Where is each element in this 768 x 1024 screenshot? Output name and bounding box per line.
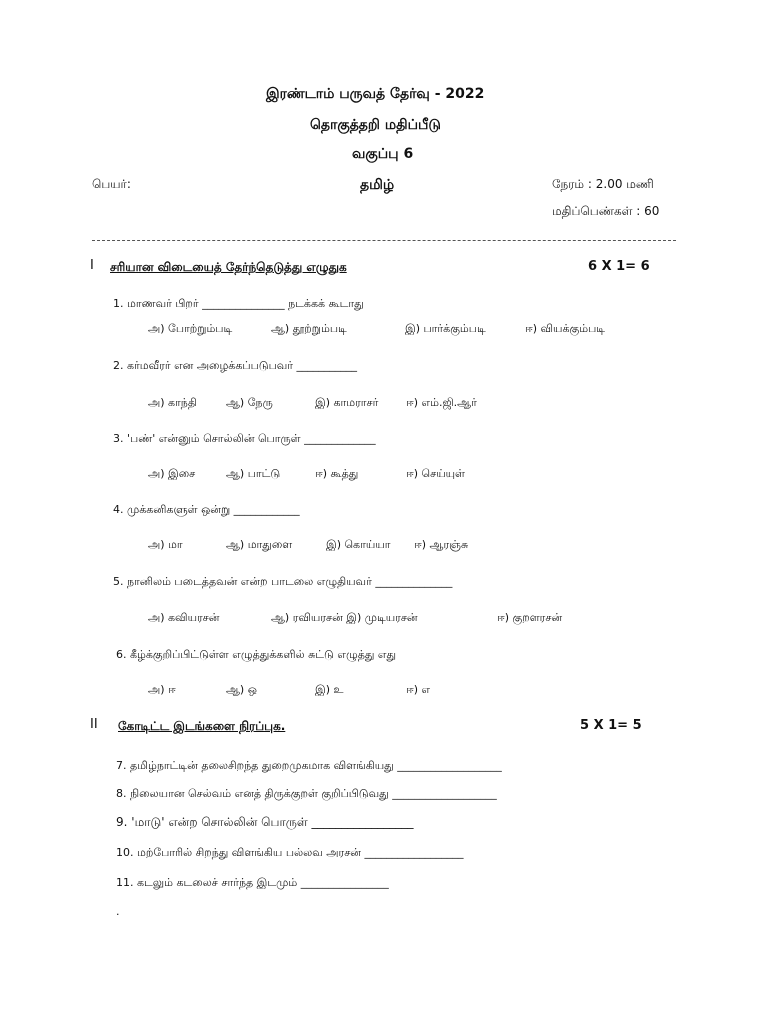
q2-option-b: ஆ) நேரு xyxy=(226,396,273,409)
q5-option-a: அ) கவியரசன் xyxy=(148,611,220,624)
question-6: 6. கீழ்க்குறிப்பிட்டுள்ள எழுத்துக்களில் சுட்டு எழுத்து எது xyxy=(116,648,397,661)
section1-title: சரியான விடையைத் தேர்ந்தெடுத்து எழுதுக xyxy=(110,260,347,274)
q4-option-a: அ) மா xyxy=(148,538,183,551)
question-7: 7. தமிழ்நாட்டின் தலைசிறந்த துறைமுகமாக விளங்கியது ___________________ xyxy=(116,759,502,772)
question-1: 1. மாணவர் பிறர் _______________ நடக்கக் கூடாது xyxy=(113,297,364,310)
q3-option-b: ஆ) பாட்டு xyxy=(226,467,281,480)
q2-option-d: ஈ) எம்.ஜி.ஆர் xyxy=(406,396,477,409)
q4-option-b: ஆ) மாதுளை xyxy=(226,538,293,551)
section1-score: 6 X 1= 6 xyxy=(588,259,650,274)
q1-option-b: ஆ) தூற்றும்படி xyxy=(271,322,347,335)
question-8: 8. நிலையான செல்வம் எனத் திருக்குறள் குறிப்பிடுவது ___________________ xyxy=(116,787,497,800)
marks-label: மதிப்பெண்கள் : 60 xyxy=(552,204,660,218)
exam-title: இரண்டாம் பருவத் தேர்வு - 2022 xyxy=(266,86,485,102)
q2-option-c: இ) காமராசர் xyxy=(315,396,379,409)
q6-option-b: ஆ) ஒ xyxy=(226,683,257,696)
question-9: 9. 'மாடு' என்ற சொல்லின் பொருள் _________________ xyxy=(116,815,414,829)
q1-option-d: ஈ) வியக்கும்படி xyxy=(525,322,606,335)
q2-option-a: அ) காந்தி xyxy=(148,396,197,409)
question-3: 3. 'பண்' என்னும் சொல்லின் பொருள் _____________ xyxy=(113,432,376,445)
q6-option-a: அ) ஈ xyxy=(148,683,176,696)
trailing-mark: . xyxy=(116,905,120,918)
section2-numeral: II xyxy=(90,717,98,732)
question-10: 10. மற்போரில் சிறந்து விளங்கிய பல்லவ அரசன் __________________ xyxy=(116,846,464,859)
q1-option-a: அ) போற்றும்படி xyxy=(148,322,233,335)
section2-title: கோடிட்ட இடங்களை நிரப்புக. xyxy=(118,719,286,733)
question-5: 5. நானிலம் படைத்தவன் என்ற பாடலை எழுதியவர் ______________ xyxy=(113,575,453,588)
class-label: வகுப்பு 6 xyxy=(352,146,414,162)
question-2: 2. கர்மவீரர் என அழைக்கப்படுபவர் ___________ xyxy=(113,359,358,372)
q4-option-c: இ) கொய்யா xyxy=(326,538,391,551)
question-11: 11. கடலும் கடலைச் சார்ந்த இடமும் ________________ xyxy=(116,876,389,889)
q5-option-c: ஈ) குறளரசன் xyxy=(497,611,563,624)
subject-label: தமிழ் xyxy=(360,177,395,193)
q3-option-c: ஈ) கூத்து xyxy=(315,467,359,480)
time-label: நேரம் : 2.00 மணி xyxy=(552,177,654,191)
q4-option-d: ஈ) ஆரஞ்சு xyxy=(414,538,469,551)
assessment-title: தொகுத்தறி மதிப்பீடு xyxy=(310,117,441,133)
question-4: 4. முக்கனிகளுள் ஒன்று ____________ xyxy=(113,503,300,516)
q3-option-d: ஈ) செய்யுள் xyxy=(406,467,465,480)
q1-option-c: இ) பார்க்கும்படி xyxy=(405,322,486,335)
section1-numeral: I xyxy=(90,258,94,273)
section2-score: 5 X 1= 5 xyxy=(580,718,642,733)
q3-option-a: அ) இசை xyxy=(148,467,196,480)
q6-option-d: ஈ) எ xyxy=(406,683,431,696)
header-divider xyxy=(92,240,676,241)
q6-option-c: இ) உ xyxy=(315,683,344,696)
name-label: பெயர்: xyxy=(92,177,131,191)
q5-option-b: ஆ) ரவியரசன் இ) முடியரசன் xyxy=(271,611,418,624)
